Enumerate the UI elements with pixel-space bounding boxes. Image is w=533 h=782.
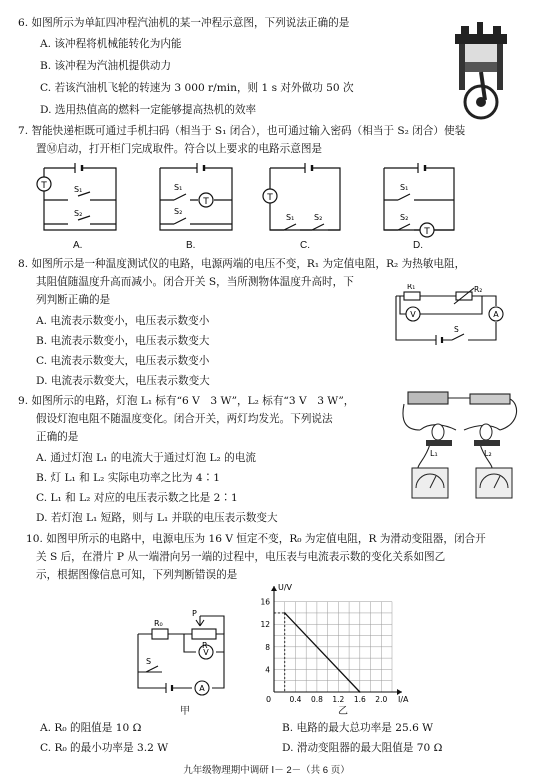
q8-option-b: B. 电流表示数变小，电压表示数变大 [36,335,210,347]
q7-caption-c: C. [300,240,310,251]
x-tick-label: 0.4 [289,695,302,704]
y-tick-label: 8 [265,642,270,652]
x-tick-label: 1.2 [332,695,345,704]
y-axis-arrow [271,586,277,591]
page-footer: 九年级物理期中调研 Ⅰ－ 2－（共 6 页） [183,765,350,776]
q10-option-d: D. 滑动变阻器的最大阻值是 70 Ω [282,742,443,754]
svg-text:V: V [410,310,416,319]
data-point [359,691,361,693]
chart-ticks [260,598,387,704]
q8-stem-line2: 其阻值随温度升高而减小。闭合开关 S，当所测物体温度升高时，下 [36,276,354,288]
svg-text:S₁: S₁ [174,183,183,192]
svg-text:S₂: S₂ [174,207,183,216]
q7-circuit-b [152,160,252,238]
svg-text:S₂: S₂ [314,213,323,222]
q9-option-d: D. 若灯泡 L₁ 短路，则与 L₁ 并联的电压表示数变大 [36,512,278,524]
q7-caption-b: B. [186,240,196,251]
q7-caption-a: A. [73,240,83,251]
svg-text:V: V [203,648,209,657]
svg-text:S₁: S₁ [286,213,295,222]
svg-text:L₂: L₂ [484,449,492,458]
q10-stem-line1: 10. 如图甲所示的电路中，电源电压为 16 V 恒定不变，R₀ 为定值电阻，R 为滑动变阻器，闭合开 [26,533,486,545]
q6-option-d: D. 选用热值高的燃料一定能够提高热机的效率 [40,104,257,116]
q9-circuit-photo [400,384,525,502]
svg-text:S: S [454,325,459,334]
x-tick-label: 0.8 [310,695,323,704]
q8-option-c: C. 电流表示数变大，电压表示数变小 [36,355,210,367]
y-tick-label: 16 [260,597,270,607]
svg-text:A: A [199,684,205,693]
q6-option-b: B. 该冲程为汽油机提供动力 [40,60,172,72]
svg-text:T: T [267,193,273,203]
q10-option-a: A. R₀ 的阻值是 10 Ω [40,722,142,734]
q10-option-b: B. 电路的最大总功率是 25.6 W [282,722,434,734]
svg-text:L₁: L₁ [430,449,438,458]
q9-option-c: C. L₁ 和 L₂ 对应的电压表示数之比是 2∶1 [36,492,238,504]
q6-option-a: A. 该冲程将机械能转化为内能 [40,38,182,50]
y-axis-label: U/V [278,583,293,592]
q10-ui-chart [252,580,422,708]
svg-text:S₂: S₂ [400,213,409,222]
motor-label: T [41,181,47,191]
svg-text:R: R [202,641,208,650]
q8-circuit-figure [392,284,512,352]
svg-text:S: S [146,657,152,666]
q10-stem-line3: 示，根据图像信息可知，下列判断错误的是 [36,569,238,581]
q8-stem-line3: 列判断正确的是 [36,294,111,306]
q6-option-c: C. 若该汽油机飞轮的转速为 3 000 r/min，则 1 s 对外做功 50 次 [40,82,354,94]
q9-stem-line2: 假设灯泡电阻不随温度变化。闭合开关，两灯均发光。下列说法 [36,413,333,425]
x-axis-label: I/A [398,695,409,704]
q8-stem-line1: 8. 如图所示是一种温度测试仪的电路，电源两端的电压不变，R₁ 为定值电阻，R₂ 为热敏电阻， [18,258,466,270]
y-tick-label: 4 [265,665,270,675]
svg-text:T: T [203,197,209,207]
q10-option-c: C. R₀ 的最小功率是 3.2 W [40,742,169,754]
q9-option-a: A. 通过灯泡 L₁ 的电流大于通过灯泡 L₂ 的电流 [36,452,256,464]
q9-stem-line3: 正确的是 [36,431,79,443]
q10-label-jia: 甲 [180,706,190,717]
q9-stem-line1: 9. 如图所示的电路，灯泡 L₁ 标有“6 V 3 W”，L₂ 标有“3 V 3 W”， [18,395,355,407]
svg-text:A: A [493,310,499,319]
svg-text:P: P [192,609,197,618]
svg-text:S₁: S₁ [400,183,409,192]
svg-text:R₁: R₁ [407,284,416,291]
svg-text:R₂: R₂ [474,285,483,294]
data-point [284,612,286,614]
engine-cylinder-figure [445,22,517,120]
q7-circuit-c [260,160,360,238]
chart-grid [274,602,392,692]
q7-stem-line2: 置Ⓜ启动，打开柜门完成取件。符合以上要求的电路示意图是 [36,143,323,155]
q8-option-d: D. 电流表示数变大，电压表示数变大 [36,375,210,387]
x-tick-label: 2.0 [375,695,388,704]
x-tick-label: 1.6 [353,695,366,704]
q10-label-yi: 乙 [338,706,348,717]
q7-caption-d: D. [413,240,423,251]
q7-circuit-d [378,160,478,242]
chart-axes [266,583,409,704]
q7-stem-line1: 7. 智能快递柜既可通过手机扫码（相当于 S₁ 闭合），也可通过输入密码（相当于 S₂ 闭合）使装 [18,125,466,137]
svg-text:S₂: S₂ [74,209,83,218]
q10-stem-line2: 关 S 后，在滑片 P 从一端滑向另一端的过程中，电压表与电流表示数的变化关系如图乙 [36,551,446,563]
q8-option-a: A. 电流表示数变小，电压表示数变小 [36,315,210,327]
svg-text:R₀: R₀ [154,619,163,628]
q9-option-b: B. 灯 L₁ 和 L₂ 实际电功率之比为 4∶1 [36,472,220,484]
q10-circuit-jia [132,606,232,702]
origin-label: 0 [266,695,272,704]
svg-text:S₁: S₁ [74,185,83,194]
y-tick-label: 12 [260,620,270,630]
series-line [285,613,360,692]
q7-circuit-a [30,160,130,238]
svg-text:T: T [424,227,430,237]
q6-stem: 6. 如图所示为单缸四冲程汽油机的某一冲程示意图，下列说法正确的是 [18,17,350,29]
